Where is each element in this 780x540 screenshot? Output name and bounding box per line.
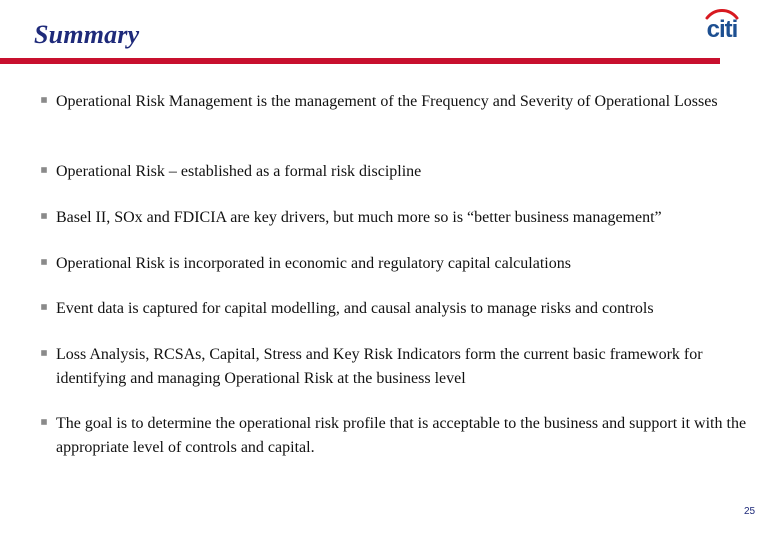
bullet-item xyxy=(40,206,760,230)
bullet-marker-icon xyxy=(41,213,47,219)
bullet-marker-icon xyxy=(41,167,47,173)
bullet-item xyxy=(40,412,760,460)
bullet-item xyxy=(40,90,760,114)
bullet-text: Operational Risk – established as a formal risk discipline xyxy=(56,163,422,180)
bullet-text: The goal is to determine the operational risk profile that is acceptable to the business and support it with the appropriate level of controls and capital. xyxy=(56,415,747,456)
title-rule xyxy=(0,58,720,64)
slide-title: Summary xyxy=(34,20,140,49)
bullet-text: Operational Risk Management is the management of the Frequency and Severity of Operational Losses xyxy=(56,93,718,110)
bullet-text: Loss Analysis, RCSAs, Capital, Stress and Key Risk Indicators form the current basic framework for identifying and managing Operational Risk at the business level xyxy=(56,346,703,387)
bullet-item xyxy=(40,343,760,391)
bullet-marker-icon xyxy=(41,259,47,265)
svg-text:citi: citi xyxy=(706,16,738,42)
bullet-marker-icon xyxy=(41,350,47,356)
bullet-item xyxy=(40,297,760,321)
bullet-text: Basel II, SOx and FDICIA are key drivers, but much more so is “better business management” xyxy=(56,209,662,226)
citi-logo xyxy=(698,6,746,42)
bullet-item xyxy=(40,160,760,184)
bullet-marker-icon xyxy=(41,419,47,425)
bullet-marker-icon xyxy=(41,304,47,310)
bullet-marker-icon xyxy=(41,97,47,103)
page-number: 25 xyxy=(744,506,756,517)
bullet-text: Event data is captured for capital modelling, and causal analysis to manage risks and controls xyxy=(56,300,654,317)
bullet-item xyxy=(40,252,760,276)
bullet-text: Operational Risk is incorporated in economic and regulatory capital calculations xyxy=(56,255,571,272)
